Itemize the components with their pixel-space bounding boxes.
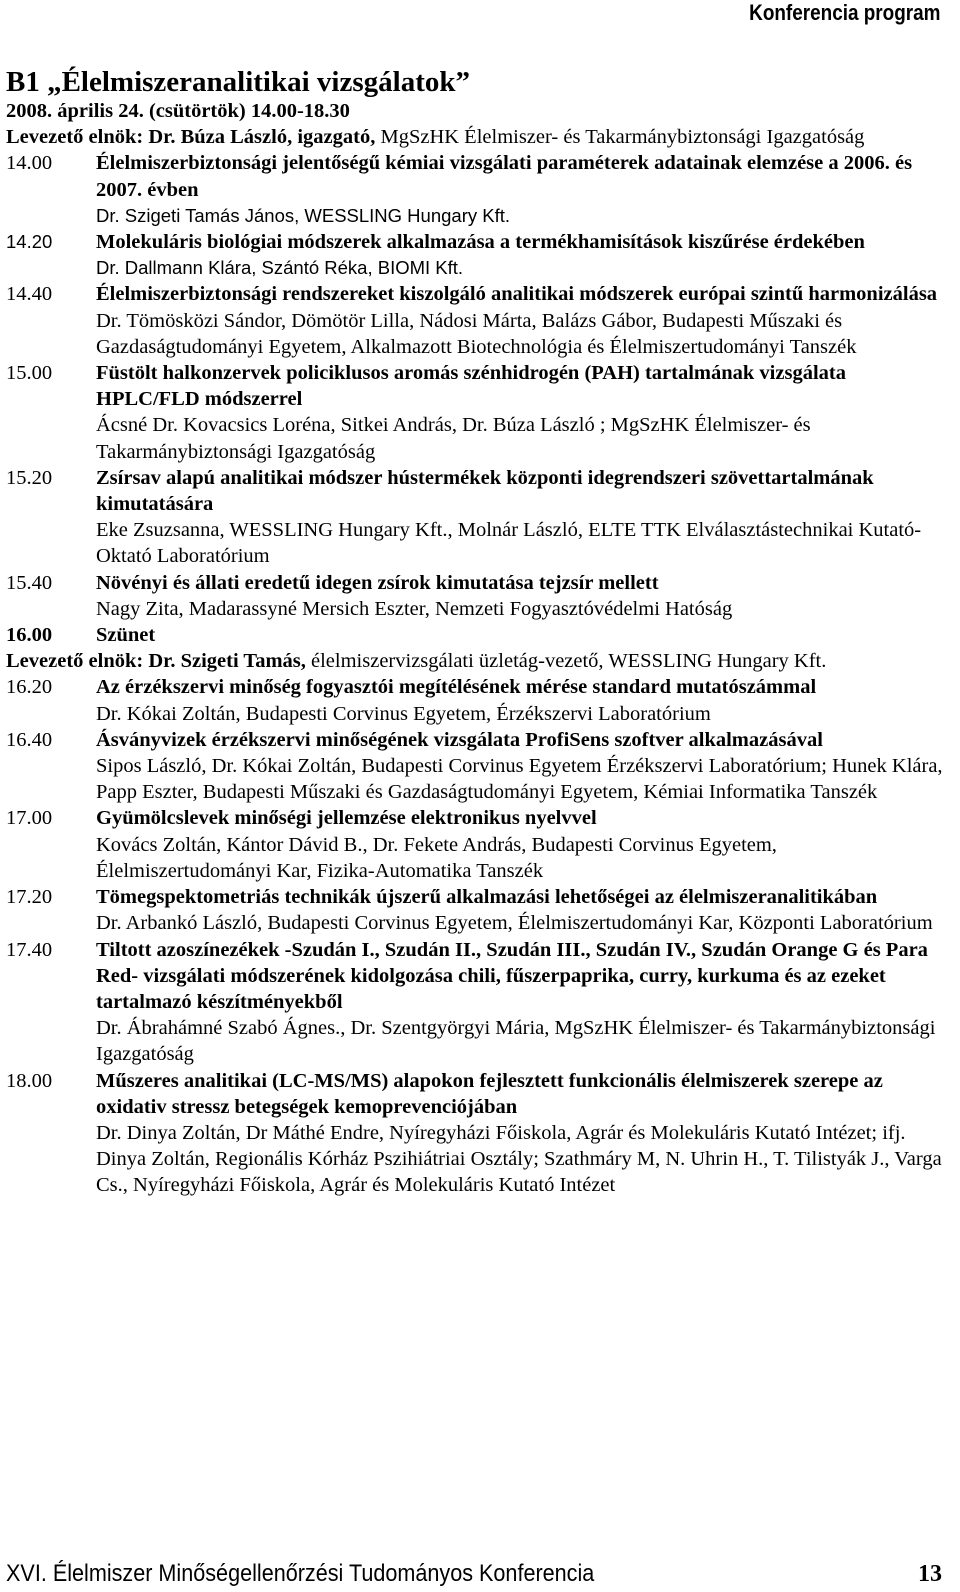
chair-line-1 [6, 124, 954, 150]
entry-title: Molekuláris biológiai módszerek alkalmazása a termékhamisítások kiszűrése érdekében [96, 231, 865, 254]
program-entry-1440 [6, 281, 954, 360]
entry-title: Élelmiszerbiztonsági jelentőségű kémiai vizsgálati paraméterek adatainak elemzése a 2006. és 2007. évben [96, 152, 913, 201]
entry-authors: Nagy Zita, Madarassyné Mersich Eszter, Nemzeti Fogyasztóvédelmi Hatóság [96, 597, 733, 620]
chair-label: Levezető elnök: Dr. Szigeti Tamás, [6, 650, 306, 673]
entry-authors: Sipos László, Dr. Kókai Zoltán, Budapesti Corvinus Egyetem Érzékszervi Laboratórium; Hunek Klára, Papp Eszter, Budapesti Műszaki és Gazdaságtudományi Egyetem, Kémiai Informatika Tanszék [96, 755, 943, 804]
program-content [6, 66, 954, 1199]
entry-time: 15.40 [6, 571, 53, 594]
break-title: Szünet [96, 624, 156, 647]
entry-authors: Dr. Szigeti Tamás János, WESSLING Hungary Kft. [96, 204, 511, 226]
footer-conference-name: XVI. Élelmiszer Minőségellenőrzési Tudományos Konferencia [6, 1560, 595, 1587]
entry-time: 16.40 [6, 728, 53, 751]
entry-time: 15.00 [6, 362, 53, 385]
entry-time: 14.40 [6, 283, 53, 306]
program-entry-1600 [6, 622, 954, 648]
chair-affiliation: MgSzHK Élelmiszer- és Takarmánybiztonsági Igazgatóság [380, 126, 865, 149]
entry-authors: Kovács Zoltán, Kántor Dávid B., Dr. Fekete András, Budapesti Corvinus Egyetem, Élelmiszertudományi Kar, Fizika-Automatika Tanszék [96, 833, 777, 882]
chair-label: Levezető elnök: Dr. Búza László, igazgató, [6, 126, 376, 149]
chair-line-2 [6, 648, 954, 674]
entry-title: Zsírsav alapú analitikai módszer hústermékek központi idegrendszeri szövettartalmának kimutatására [96, 466, 874, 516]
entry-title: Gyümölcslevek minőségi jellemzése elektronikus nyelvvel [96, 807, 597, 830]
program-entry-1740 [6, 937, 954, 1068]
entry-time: 16.00 [6, 624, 53, 647]
section-date: 2008. április 24. (csütörtök) 14.00-18.30 [6, 100, 350, 122]
program-entry-1640 [6, 727, 954, 806]
entry-time: 17.20 [6, 886, 53, 909]
entry-time: 16.20 [6, 676, 53, 699]
program-entry-1520 [6, 465, 954, 570]
program-entry-1720 [6, 884, 954, 936]
entry-authors: Dr. Tömösközi Sándor, Dömötör Lilla, Nádosi Márta, Balázs Gábor, Budapesti Műszaki és Gazdaságtudományi Egyetem, Alkalmazott Biotechnológia és Élelmiszertudományi Tanszék [96, 309, 857, 358]
program-entry-1540 [6, 570, 954, 622]
entry-title: Füstölt halkonzervek policiklusos aromás szénhidrogén (PAH) tartalmának vizsgálata HPLC/FLD módszerrel [96, 362, 846, 411]
entry-authors: Dr. Dinya Zoltán, Dr Máthé Endre, Nyíregyházi Főiskola, Agrár és Molekuláris Kutató Intézet; ifj. Dinya Zoltán, Regionális Kórház Pszihiátriai Osztály; Szathmáry M, N. Uhrin H., T. Tilistyák J., Varga Cs., Nyíregyházi Főiskola, Agrár és Molekuláris Kutató Intézet [96, 1121, 942, 1197]
program-entry-1620 [6, 674, 954, 726]
entry-time: 17.40 [6, 938, 53, 961]
entry-time: 15.20 [6, 466, 53, 489]
entry-title: Élelmiszerbiztonsági rendszereket kiszolgáló analitikai módszerek európai szintű harmonizálása [96, 283, 938, 306]
program-entry-1420 [6, 229, 954, 281]
entry-authors: Eke Zsuzsanna, WESSLING Hungary Kft., Molnár László, ELTE TTK Elválasztástechnikai Kutató-Oktató Laboratórium [96, 519, 922, 568]
chair-affiliation: élelmiszervizsgálati üzletág-vezető, WESSLING Hungary Kft. [311, 650, 827, 673]
entry-authors: Dr. Ábrahámné Szabó Ágnes., Dr. Szentgyörgyi Mária, MgSzHK Élelmiszer- és Takarmánybiztonsági Igazgatóság [96, 1017, 936, 1066]
program-entry-1400 [6, 150, 954, 229]
entry-title: Növényi és állati eredetű idegen zsírok kimutatása tejzsír mellett [96, 571, 659, 594]
program-entry-1700 [6, 805, 954, 884]
entry-authors: Dr. Kókai Zoltán, Budapesti Corvinus Egyetem, Érzékszervi Laboratórium [96, 702, 711, 725]
entry-authors: Dr. Dallmann Klára, Szántó Réka, BIOMI Kft. [96, 257, 464, 279]
entry-title: Tiltott azoszínezékek -Szudán I., Szudán II., Szudán III., Szudán IV., Szudán Orange G és Para Red- vizsgálati módszerének kidolgozása chili, fűszerpaprika, curry, kurkuma és az ezeket tartalmazó készítményekből [96, 938, 928, 1013]
entry-time: 18.00 [6, 1069, 53, 1092]
entry-authors: Ácsné Dr. Kovacsics Loréna, Sitkei András, Dr. Búza László ; MgSzHK Élelmiszer- és Takarmánybiztonsági Igazgatóság [96, 414, 811, 463]
page-footer [6, 1560, 942, 1588]
entry-authors: Dr. Arbankó László, Budapesti Corvinus Egyetem, Élelmiszertudományi Kar, Központi Laboratórium [96, 912, 933, 935]
page-header: Konferencia program [748, 0, 940, 25]
entry-title: Ásványvizek érzékszervi minőségének vizsgálata ProfiSens szoftver alkalmazásával [96, 728, 823, 751]
entry-title: Műszeres analitikai (LC-MS/MS) alapokon fejlesztett funkcionális élelmiszerek szerepe az oxidativ stressz betegségek kemoprevenciójában [96, 1069, 883, 1118]
entry-title: Tömegspektometriás technikák újszerű alkalmazási lehetőségei az élelmiszeranalitikában [96, 886, 878, 909]
section-title: B1 „Élelmiszeranalitikai vizsgálatok” [6, 66, 470, 98]
entry-time: 14.20 [6, 231, 53, 253]
entry-time: 17.00 [6, 807, 53, 830]
page-number: 13 [918, 1561, 942, 1587]
entry-title: Az érzékszervi minőség fogyasztói megítélésének mérése standard mutatószámmal [96, 676, 817, 699]
program-entry-1500 [6, 360, 954, 465]
program-entry-1800 [6, 1068, 954, 1199]
entry-time: 14.00 [6, 152, 53, 175]
